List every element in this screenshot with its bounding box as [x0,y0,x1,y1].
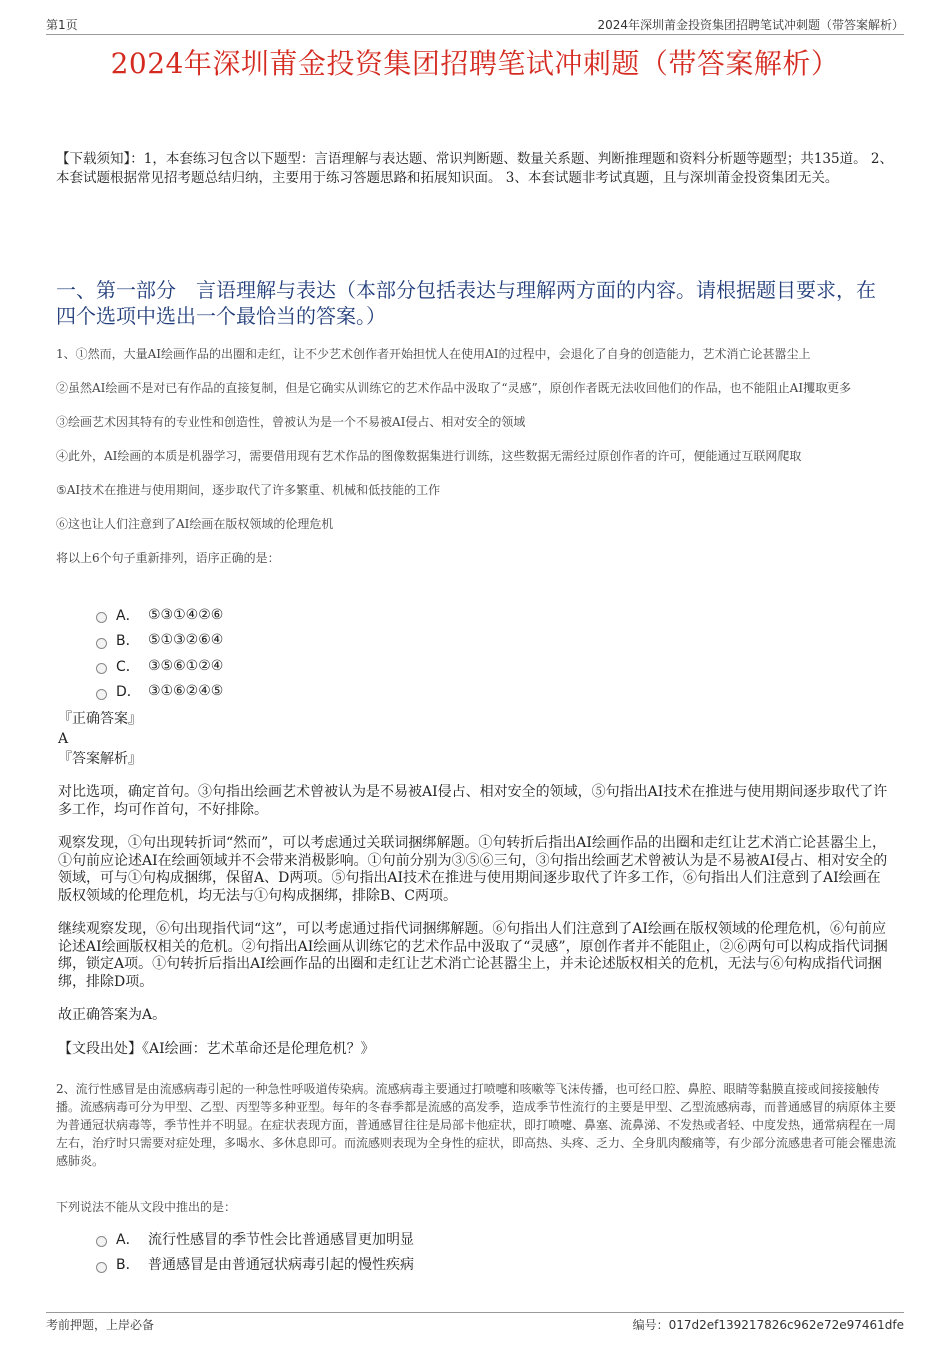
footer-serial: 编号：017d2ef139217826c962e72e97461dfe [632,1318,904,1332]
q2-prompt: 下列说法不能从文段中推出的是： [56,1200,237,1214]
q1-option-b[interactable]: B． ⑤①③②⑥④ [96,628,223,654]
radio-icon[interactable] [96,1262,107,1273]
q2-option-a[interactable]: A． 流行性感冒的季节性会比普通感冒更加明显 [96,1226,414,1252]
radio-icon[interactable] [96,689,107,700]
header-doc-title: 2024年深圳莆金投资集团招聘笔试冲刺题（带答案解析） [597,18,904,32]
radio-icon[interactable] [96,638,107,649]
analysis-paragraph: 观察发现，①句出现转折词“然而”，可以考虑通过关联词捆绑解题。①句转折后指出AI绘画作品的出圈和走红让艺术消亡论甚嚣尘上，①句前应论述AI在绘画领域并不会带来消极影响。①句前分别为③⑤⑥三句，③句指出绘画艺术曾被认为是不易被AI侵占、相对安全的领域，可与①句构成捆绑，保留A、D两项。⑤句指出AI技术在推进与使用期间逐步取代了许多工作，⑥句指出人们注意到了AI绘画在版权领域的伦理危机，均无法与①句构成捆绑，排除B、C两项。 [58,835,888,904]
q1-sentence-5: ⑤AI技术在推进与使用期间，逐步取代了许多繁重、机械和低技能的工作 [56,483,441,497]
analysis-paragraph: 对比选项，确定首句。③句指出绘画艺术曾被认为是不易被AI侵占、相对安全的领域，⑤句指出AI技术在推进与使用期间逐步取代了许多工作，均可作首句，不好排除。 [58,784,888,818]
q1-sentence-6: ⑥这也让人们注意到了AI绘画在版权领域的伦理危机 [56,517,334,531]
q1-options [96,602,223,704]
radio-icon[interactable] [96,612,107,623]
page-number: 第1页 [46,18,78,32]
q1-answer [58,709,890,769]
analysis-paragraph: 继续观察发现，⑥句出现指代词“这”，可以考虑通过指代词捆绑解题。⑥句指出人们注意到了AI绘画在版权领域的伦理危机，⑥句前应论述AI绘画版权相关的危机。②句指出AI绘画从训练它的艺术作品中汲取了“灵感”，原创作者并不能阻止，②⑥两句可以构成指代词捆绑，锁定A项。①句转折后指出AI绘画作品的出圈和走红让艺术消亡论甚嚣尘上，并未论述版权相关的危机，无法与⑥句构成指代词捆绑，排除D项。 [58,921,888,990]
passage-source: 【文段出处】《AI绘画：艺术革命还是伦理危机？》 [58,1040,375,1057]
radio-icon[interactable] [96,1236,107,1247]
correct-answer-label: 『正确答案』 [58,711,142,727]
q1-analysis [58,784,890,1074]
analysis-conclusion: 故正确答案为A。 [58,1007,167,1023]
page-footer [46,1312,904,1332]
question-1 [56,346,900,584]
q1-option-d[interactable]: D． ③①⑥②④⑤ [96,679,223,705]
q1-sentence-1: 1、①然而，大量AI绘画作品的出圈和走红，让不少艺术创作者开始担忧人在使用AI的过程中，会退化了自身的创造能力，艺术消亡论甚嚣尘上 [56,347,811,361]
q2-passage: 2、流行性感冒是由流感病毒引起的一种急性呼吸道传染病。流感病毒主要通过打喷嚏和咳嗽等飞沫传播，也可经口腔、鼻腔、眼睛等黏膜直接或间接接触传播。流感病毒可分为甲型、乙型、丙型等多种亚型。每年的冬春季都是流感的高发季，造成季节性流行的主要是甲型、乙型流感病毒，而普通感冒的病原体主要为普通冠状病毒等，季节性并不明显。在症状表现方面，普通感冒往往是局部卡他症状，即打喷嚏、鼻塞、流鼻涕、不发热或者轻、中度发热，通常病程在一周左右，治疗时只需要对症处理，多喝水、多休息即可。而流感则表现为全身性的症状，即高热、头疼、乏力、全身肌肉酸痛等，有少部分流感患者可能会罹患流感肺炎。 [56,1082,897,1168]
q2-options [96,1226,414,1277]
footer-slogan: 考前押题，上岸必备 [46,1318,155,1332]
question-2 [56,1080,900,1170]
document-title: 2024年深圳莆金投资集团招聘笔试冲刺题（带答案解析） [110,47,840,80]
q1-sentence-4: ④此外，AI绘画的本质是机器学习，需要借用现有艺术作品的图像数据集进行训练，这些数据无需经过原创作者的许可，便能通过互联网爬取 [56,449,802,463]
analysis-label: 『答案解析』 [58,751,142,767]
q1-sentence-2: ②虽然AI绘画不是对已有作品的直接复制，但是它确实从训练它的艺术作品中汲取了“灵感”，原创作者既无法收回他们的作品，也不能阻止AI攫取更多 [56,381,852,395]
q2-option-b[interactable]: B． 普通感冒是由普通冠状病毒引起的慢性疾病 [96,1252,414,1278]
q1-sentence-3: ③绘画艺术因其特有的专业性和创造性，曾被认为是一个不易被AI侵占、相对安全的领域 [56,415,526,429]
page-header [46,14,904,35]
q1-prompt: 将以上6个句子重新排列，语序正确的是： [56,551,280,565]
correct-answer-value: A [58,731,69,747]
download-notice: 【下载须知】：1，本套练习包含以下题型：言语理解与表达题、常识判断题、数量关系题、判断推理题和资料分析题等题型；共135道。 2、本套试题根据常见招考题总结归纳，主要用于练习答题思路和拓展知识面。 3、本套试题非考试真题，且与深圳莆金投资集团无关。 [56,151,893,186]
q1-option-a[interactable]: A． ⑤③①④②⑥ [96,602,223,628]
radio-icon[interactable] [96,663,107,674]
section-heading: 一、第一部分 言语理解与表达（本部分包括表达与理解两方面的内容。请根据题目要求，在四个选项中选出一个最恰当的答案。） [56,278,876,328]
q1-option-c[interactable]: C． ③⑤⑥①②④ [96,653,223,679]
